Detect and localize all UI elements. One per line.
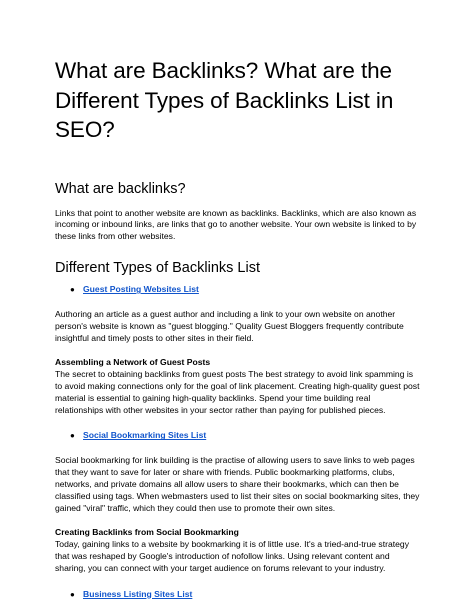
title-line: SEO? bbox=[55, 117, 115, 142]
guest-posting-paragraph bbox=[55, 309, 427, 345]
network-paragraph bbox=[55, 369, 427, 417]
paragraph-line: incoming or inbound links, are links that go to another website. Your own website is linked to by bbox=[55, 219, 417, 230]
network-heading: Assembling a Network of Guest Posts bbox=[55, 356, 211, 367]
paragraph-line: person's website is known as "guest blogging." Quality Guest Bloggers frequently contribute bbox=[55, 321, 404, 332]
types-heading: Different Types of Backlinks List bbox=[55, 260, 260, 277]
bullet-dot-icon: ● bbox=[70, 431, 75, 441]
social-bookmarking-paragraph bbox=[55, 455, 427, 515]
business-listing-link[interactable]: Business Listing Sites List bbox=[83, 588, 193, 599]
paragraph-line: sharing, you can connect with your target audience on forums relevant to your industry. bbox=[55, 562, 386, 573]
paragraph-line: that they want to save for later or share with friends. Public bookmarking platforms, clubs, bbox=[55, 467, 395, 478]
paragraph-line: Today, gaining links to a website by bookmarking it is of little use. It's a tried-and-true strategy bbox=[55, 538, 409, 549]
paragraph-line: networks, and private domains all allow users to share their bookmarks, which can then be bbox=[55, 479, 399, 490]
bullet-social-bookmarking bbox=[55, 429, 427, 442]
creating-backlinks-paragraph bbox=[55, 539, 427, 575]
paragraph-line: insightful and timely posts to other sites in their field. bbox=[55, 333, 254, 344]
paragraph-line: that was reshaped by Google's introduction of nofollow links. Using relevant content and bbox=[55, 550, 390, 561]
social-bookmarking-link[interactable]: Social Bookmarking Sites List bbox=[83, 430, 207, 441]
bullet-dot-icon: ● bbox=[70, 589, 75, 599]
paragraph-line: Authoring an article as a guest author and including a link to your own website on another bbox=[55, 309, 396, 320]
title-line: Different Types of Backlinks List in bbox=[55, 87, 394, 113]
paragraph-line: The secret to obtaining backlinks from guest posts The best strategy to avoid link spamming is bbox=[55, 368, 414, 379]
bullet-guest-posting bbox=[55, 283, 427, 296]
what-are-backlinks-paragraph bbox=[55, 208, 427, 244]
guest-posting-link[interactable]: Guest Posting Websites List bbox=[83, 284, 199, 295]
paragraph-line: Social bookmarking for link building is the practise of allowing users to save links to web pages bbox=[55, 455, 415, 466]
creating-backlinks-heading: Creating Backlinks from Social Bookmarking bbox=[55, 527, 239, 537]
paragraph-line: these links from other websites. bbox=[55, 231, 176, 242]
paragraph-line: relationships with other websites in your sector rather than paying for published pieces. bbox=[55, 404, 386, 415]
what-are-backlinks-heading: What are backlinks? bbox=[55, 180, 186, 197]
paragraph-line: Links that point to another website are known as backlinks. Backlinks, which are also known as bbox=[55, 207, 417, 218]
paragraph-line: material is essential to gaining high-quality backlinks. Spend your time building real bbox=[55, 392, 371, 403]
paragraph-line: classified using tags. When webmasters used to list their sites on social bookmarking sites, they bbox=[55, 491, 420, 502]
bullet-dot-icon: ● bbox=[70, 285, 75, 295]
bullet-business-listing bbox=[55, 588, 427, 601]
document-page bbox=[55, 56, 427, 601]
paragraph-line: gained "viral" traffic, which they could then use to promote their own sites. bbox=[55, 503, 336, 514]
document-title bbox=[55, 56, 427, 145]
title-line: What are Backlinks? What are the bbox=[55, 58, 392, 83]
paragraph-line: to avoid making connections only for the goal of link placement. Creating high-quality guest post bbox=[55, 380, 420, 391]
